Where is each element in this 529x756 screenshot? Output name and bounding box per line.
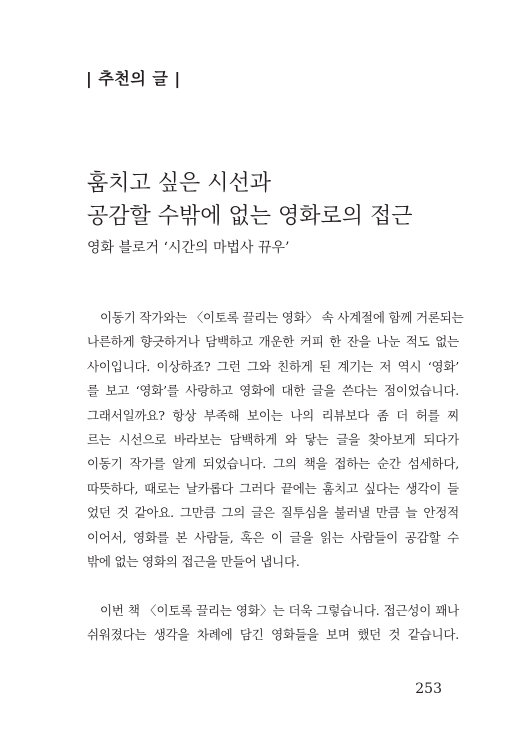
- body-line: 었던 것 같아요. 그만큼 그의 글은 질투심을 불러낼 만큼 늘 안정적: [87, 505, 459, 521]
- article-body: [87, 306, 464, 648]
- section-label: | 추천의 글 |: [86, 69, 181, 88]
- paragraph-1: [87, 306, 464, 574]
- body-line: 이동기 작가와는 〈이토록 끌리는 영화〉 속 사계절에 함께 거론되는: [100, 310, 464, 325]
- title-line-2: 공감할 수밖에 없는 영화로의 접근: [87, 204, 413, 229]
- body-line: 따뜻하다, 때로는 날카롭다 그러다 끝에는 훔치고 싶다는 생각이 들: [87, 480, 459, 496]
- body-line: 르는 시선으로 바라보는 담백하게 와 닿는 글을 찾아보게 되다가: [87, 432, 459, 448]
- body-line: 이동기 작가를 알게 되었습니다. 그의 책을 접하는 순간 섬세하다,: [87, 456, 459, 472]
- body-line: 밖에 없는 영화의 접근을 만들어 냅니다.: [87, 554, 300, 570]
- body-line: 나른하게 향긋하거나 담백하고 개운한 커피 한 잔을 나눈 적도 없는: [87, 334, 459, 350]
- paragraph-2: [87, 599, 459, 648]
- article-byline: 영화 블로거 ‘시간의 마법사 뀨우’: [87, 240, 290, 256]
- body-line: 이어서, 영화를 본 사람들, 혹은 이 글을 읽는 사람들이 공감할 수: [87, 529, 459, 545]
- title-line-1: 훔치고 싶은 시선과: [87, 171, 272, 196]
- body-line: 사이입니다. 이상하죠? 그런 그와 친하게 된 계기는 저 역시 ‘영화’: [87, 358, 459, 374]
- body-line: 쉬워졌다는 생각을 차례에 담긴 영화들을 보며 했던 것 같습니다.: [87, 627, 459, 643]
- article-title: [87, 167, 413, 233]
- body-line: 그래서일까요? 항상 부족해 보이는 나의 리뷰보다 좀 더 허를 찌: [87, 407, 459, 423]
- page-number: 253: [415, 681, 442, 697]
- body-line: 이번 책 〈이토록 끌리는 영화〉는 더욱 그렇습니다. 접근성이 꽤나: [100, 602, 459, 618]
- body-line: 를 보고 ‘영화’를 사랑하고 영화에 대한 글을 쓴다는 점이었습니다.: [87, 383, 459, 399]
